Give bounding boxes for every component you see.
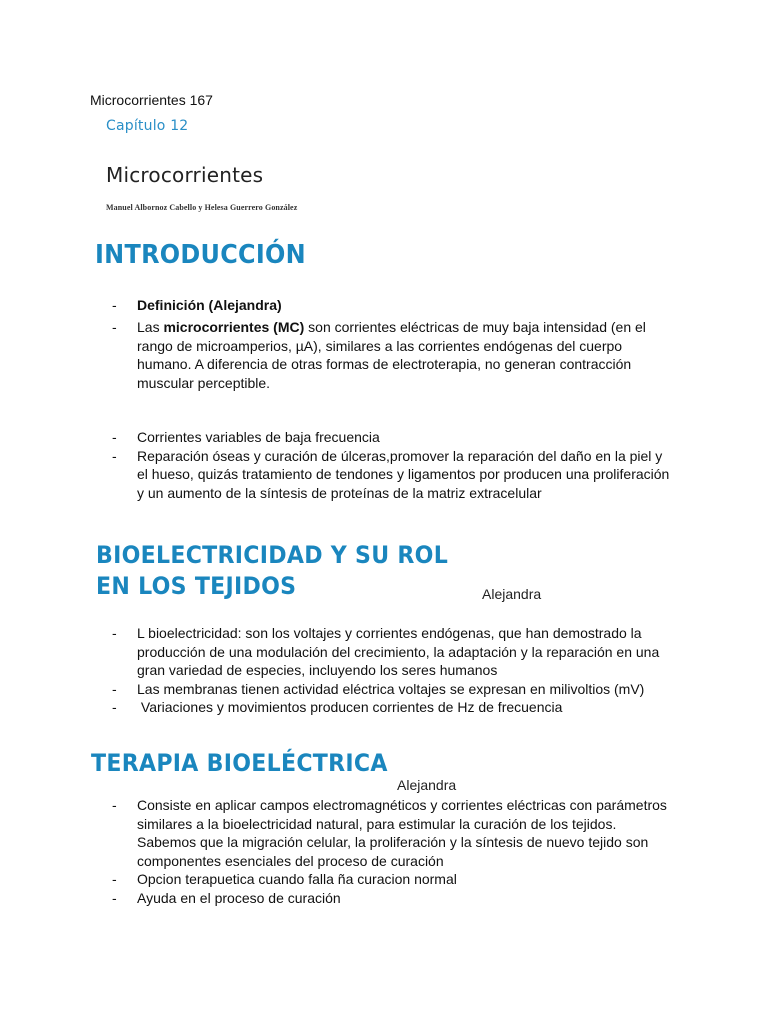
mc-term: microcorrientes (MC): [163, 319, 305, 335]
list-item: [112, 447, 672, 503]
list-item-text: Corrientes variables de baja frecuencia: [137, 429, 380, 445]
list-item-text: Ayuda en el proceso de curación: [137, 889, 341, 906]
chapter-title: Microcorrientes: [106, 163, 264, 187]
list-item: [112, 889, 672, 908]
definition-label: Definición (Alejandra): [137, 297, 282, 313]
author-note-bio: Alejandra: [482, 586, 542, 602]
list-item-text: Las membranas tienen actividad eléctrica voltajes se expresan en milivoltios (mV): [137, 680, 645, 697]
list-item: [112, 296, 672, 315]
list-item: [112, 624, 672, 680]
author-note-terapia: Alejandra: [397, 777, 457, 793]
list-item: [112, 796, 672, 870]
list-item: [112, 698, 672, 717]
running-head: Microcorrientes 167: [90, 92, 213, 108]
dash-bullet: -: [112, 447, 117, 464]
chapter-label: Capítulo 12: [106, 118, 189, 134]
dash-bullet: -: [112, 699, 117, 715]
list-item-text: Variaciones y movimientos producen corrientes de Hz de frecuencia: [137, 699, 563, 715]
list-item: [112, 428, 672, 447]
dash-bullet: -: [112, 889, 117, 906]
list-item-text: L bioelectricidad: son los voltajes y corrientes endógenas, que han demostrado la producción de una modulación del crecimiento, la adaptación y la reparación en una gran variedad de especies, incluyendo los seres humanos: [137, 625, 660, 678]
section-heading-bioelectricidad: [96, 540, 448, 602]
section-heading-terapia: TERAPIA BIOELÉCTRICA: [91, 749, 388, 777]
definition-list: [112, 296, 672, 315]
list-item: [112, 680, 672, 699]
dash-bullet: -: [112, 871, 117, 887]
list-item-text: Consiste en aplicar campos electromagnéticos y corrientes eléctricas con parámetros similares a la bioelectricidad natural, para estimular la curación de los tejidos. Sabemos que la migración celular, la proliferación y la síntesis de nuevo tejido son componentes esenciales del proceso de curación: [137, 797, 667, 869]
intro-mc-list: [112, 318, 672, 392]
list-item-text: Reparación óseas y curación de úlceras,promover la reparación del daño en la piel y el hueso, quizás tratamiento de tendones y ligamentos por producen una proliferación y un aumento de la síntesis de proteínas de la matriz extracelular: [137, 447, 670, 501]
dash-bullet: -: [112, 429, 117, 445]
mc-text: son corrientes eléctricas de muy baja intensidad (en el rango de microamperios, µA), similares a las corrientes endógenas del cuerpo humano. A diferencia de otras formas de electroterapia, no generan contracción muscular perceptible.: [137, 319, 646, 391]
list-item: [112, 870, 672, 889]
heading-line-2: EN LOS TEJIDOS: [96, 572, 297, 600]
list-item-text: Opcion terapuetica cuando falla ña curacion normal: [137, 871, 457, 887]
dash-bullet: -: [112, 319, 117, 335]
dash-bullet: -: [112, 680, 117, 697]
list-item: [112, 318, 672, 392]
dash-bullet: -: [112, 797, 117, 813]
authors-line: Manuel Albornoz Cabello y Helesa Guerrero González: [106, 203, 298, 212]
dash-bullet: -: [112, 297, 117, 313]
intro-list: [112, 428, 672, 502]
bio-list: [112, 624, 672, 717]
dash-bullet: -: [112, 625, 117, 641]
heading-line-1: BIOELECTRICIDAD Y SU ROL: [96, 541, 449, 569]
terapia-list: [112, 796, 672, 907]
mc-prefix: Las: [137, 319, 164, 335]
section-heading-introduccion: INTRODUCCIÓN: [95, 240, 306, 270]
